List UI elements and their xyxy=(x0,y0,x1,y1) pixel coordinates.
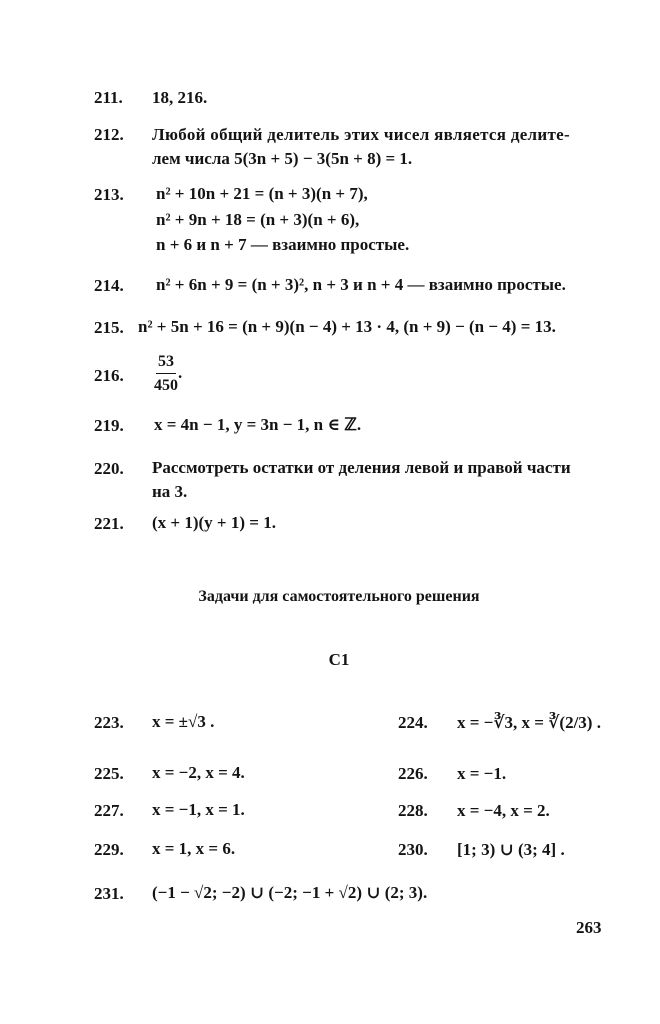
answer-text: [1; 3) ∪ (3; 4] . xyxy=(457,840,565,859)
answer-number: 220. xyxy=(94,459,124,478)
answer-text: x = −4, x = 2. xyxy=(457,801,550,820)
answer-number: 227. xyxy=(94,801,124,820)
answer-number: 231. xyxy=(94,884,124,903)
answer-number: 213. xyxy=(94,185,124,204)
answer-text: x = −1, x = 1. xyxy=(152,800,245,819)
page-number: 263 xyxy=(576,918,602,937)
fraction-suffix: . xyxy=(178,362,183,382)
answer-text: (−1 − √2; −2) ∪ (−2; −1 + √2) ∪ (2; 3). xyxy=(152,883,428,902)
answer-text: n² + 9n + 18 = (n + 3)(n + 6), xyxy=(156,210,360,229)
answer-text: n² + 6n + 9 = (n + 3)², n + 3 и n + 4 — взаимно простые. xyxy=(156,275,566,294)
fraction-numerator: 53 xyxy=(156,352,176,374)
answer-text: x = −∛3, x = ∛(2/3) . xyxy=(457,713,601,732)
answer-text: на 3. xyxy=(152,482,188,501)
section-title: Задачи для самостоятельного решения xyxy=(198,588,480,605)
answer-number: 214. xyxy=(94,276,124,295)
answer-text: x = ±√3 . xyxy=(152,712,215,731)
answer-text: x = 1, x = 6. xyxy=(152,839,236,858)
answer-fraction xyxy=(154,352,182,396)
answer-text: (x + 1)(y + 1) = 1. xyxy=(152,513,276,532)
answer-number: 230. xyxy=(398,840,428,859)
answer-text: лем числа 5(3n + 5) − 3(5n + 8) = 1. xyxy=(152,149,413,168)
answer-number: 212. xyxy=(94,125,124,144)
answer-number: 221. xyxy=(94,514,124,533)
answer-text: 18, 216. xyxy=(152,88,208,107)
answer-text: x = 4n − 1, y = 3n − 1, n ∈ ℤ. xyxy=(154,415,362,434)
answer-text: x = −1. xyxy=(457,764,507,783)
answer-text: Рассмотреть остатки от деления левой и правой части xyxy=(152,458,571,477)
answer-text: n² + 10n + 21 = (n + 3)(n + 7), xyxy=(156,184,368,203)
answer-number: 229. xyxy=(94,840,124,859)
answer-number: 211. xyxy=(94,88,123,107)
answer-number: 219. xyxy=(94,416,124,435)
fraction-denominator: 450 xyxy=(154,377,178,394)
answer-text: n + 6 и n + 7 — взаимно простые. xyxy=(156,235,410,254)
answer-number: 216. xyxy=(94,366,124,385)
answer-number: 215. xyxy=(94,318,124,337)
subsection-title: С1 xyxy=(328,650,350,669)
answer-number: 228. xyxy=(398,801,428,820)
answer-number: 223. xyxy=(94,713,124,732)
answer-number: 225. xyxy=(94,764,124,783)
answer-text: x = −2, x = 4. xyxy=(152,763,245,782)
answer-text: n² + 5n + 16 = (n + 9)(n − 4) + 13 · 4, (n + 9) − (n − 4) = 13. xyxy=(138,317,556,336)
answer-text: Любой общий делитель этих чисел является делите- xyxy=(152,125,570,144)
answer-number: 226. xyxy=(398,764,428,783)
answer-number: 224. xyxy=(398,713,428,732)
